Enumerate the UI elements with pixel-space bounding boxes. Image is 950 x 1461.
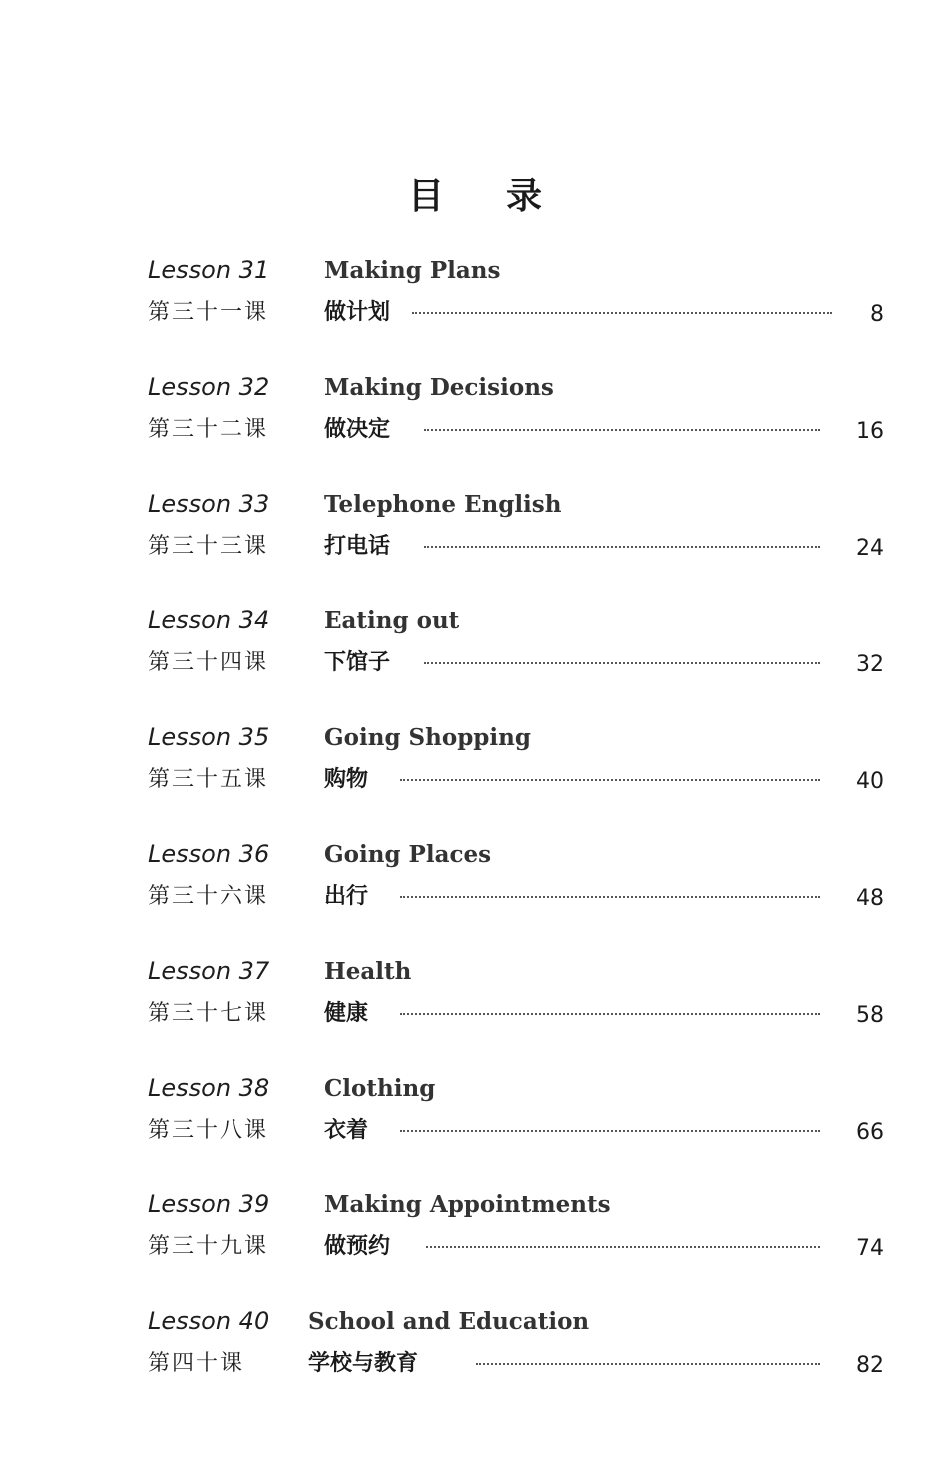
lesson-number-cn: 第三十一课: [148, 300, 269, 325]
lesson-number-en: Lesson 31: [148, 256, 270, 284]
toc-entry[interactable]: [0, 486, 950, 603]
page-number: 58: [856, 1002, 884, 1028]
topic-title-cn: 做预约: [324, 1234, 391, 1260]
lesson-number-cn: 第三十五课: [148, 767, 269, 793]
dot-leader: [400, 1013, 820, 1015]
topic-title-en: Clothing: [324, 1074, 436, 1102]
topic-title-en: Health: [324, 957, 412, 985]
toc-entry[interactable]: [0, 252, 950, 369]
topic-title-cn: 健康: [324, 1000, 369, 1026]
page-number: 82: [856, 1353, 884, 1379]
topic-title-cn: 衣着: [324, 1117, 369, 1143]
page-number: 32: [856, 652, 884, 678]
lesson-number-cn: 第三十六课: [148, 883, 269, 909]
topic-title-en: Going Shopping: [324, 724, 531, 752]
topic-title-cn: 做计划: [324, 300, 391, 325]
lesson-number-en: Lesson 38: [148, 1073, 270, 1102]
dot-leader: [426, 1246, 820, 1248]
toc-entry[interactable]: [0, 953, 950, 1070]
topic-title-cn: 做决定: [324, 416, 391, 442]
dot-leader: [400, 1130, 820, 1132]
topic-title-en: Making Decisions: [324, 373, 554, 401]
dot-leader: [412, 312, 832, 314]
lesson-number-en: Lesson 32: [148, 372, 270, 401]
title-char-1: 目: [407, 176, 444, 217]
page-title: [0, 168, 950, 219]
page-number: 16: [856, 418, 884, 444]
title-char-2: 录: [506, 176, 543, 217]
lesson-number-cn: 第三十三课: [148, 533, 269, 559]
dot-leader: [424, 546, 820, 548]
topic-title-en: Making Appointments: [324, 1191, 611, 1219]
toc-entry[interactable]: [0, 1070, 950, 1187]
page-number: 74: [856, 1236, 884, 1262]
lesson-number-en: Lesson 36: [148, 839, 270, 868]
page-number: 24: [856, 535, 884, 561]
lesson-number-cn: 第三十二课: [148, 416, 269, 442]
toc-entry[interactable]: [0, 836, 950, 953]
topic-title-cn: 出行: [324, 883, 369, 909]
page-number: 8: [870, 302, 884, 327]
lesson-number-en: Lesson 33: [148, 489, 270, 518]
topic-title-cn: 打电话: [324, 533, 391, 559]
toc-entry[interactable]: [0, 1303, 950, 1420]
lesson-number-cn: 第三十七课: [148, 1000, 269, 1026]
page-number: 48: [856, 885, 884, 911]
topic-title-cn: 购物: [324, 767, 369, 793]
topic-title-cn: 学校与教育: [308, 1351, 419, 1377]
page-number: 66: [856, 1119, 884, 1145]
topic-title-en: School and Education: [308, 1308, 590, 1336]
dot-leader: [424, 429, 820, 431]
lesson-number-en: Lesson 37: [148, 956, 270, 985]
toc-list: [0, 252, 950, 1420]
lesson-number-cn: 第四十课: [148, 1351, 245, 1377]
dot-leader: [400, 896, 820, 898]
dot-leader: [400, 779, 820, 781]
lesson-number-en: Lesson 35: [148, 723, 270, 752]
toc-entry[interactable]: [0, 369, 950, 486]
lesson-number-en: Lesson 39: [148, 1190, 270, 1219]
lesson-number-cn: 第三十八课: [148, 1117, 269, 1143]
toc-entry[interactable]: [0, 719, 950, 836]
toc-entry[interactable]: [0, 1186, 950, 1303]
topic-title-en: Telephone English: [324, 490, 562, 518]
dot-leader: [424, 662, 820, 664]
topic-title-en: Going Places: [324, 840, 492, 868]
topic-title-en: Making Plans: [324, 257, 501, 284]
topic-title-cn: 下馆子: [324, 650, 391, 676]
lesson-number-en: Lesson 40: [148, 1307, 270, 1336]
dot-leader: [476, 1363, 820, 1365]
lesson-number-en: Lesson 34: [148, 606, 270, 635]
lesson-number-cn: 第三十九课: [148, 1234, 269, 1260]
toc-entry[interactable]: [0, 602, 950, 719]
lesson-number-cn: 第三十四课: [148, 650, 269, 676]
topic-title-en: Eating out: [324, 607, 460, 635]
page-number: 40: [856, 769, 884, 795]
